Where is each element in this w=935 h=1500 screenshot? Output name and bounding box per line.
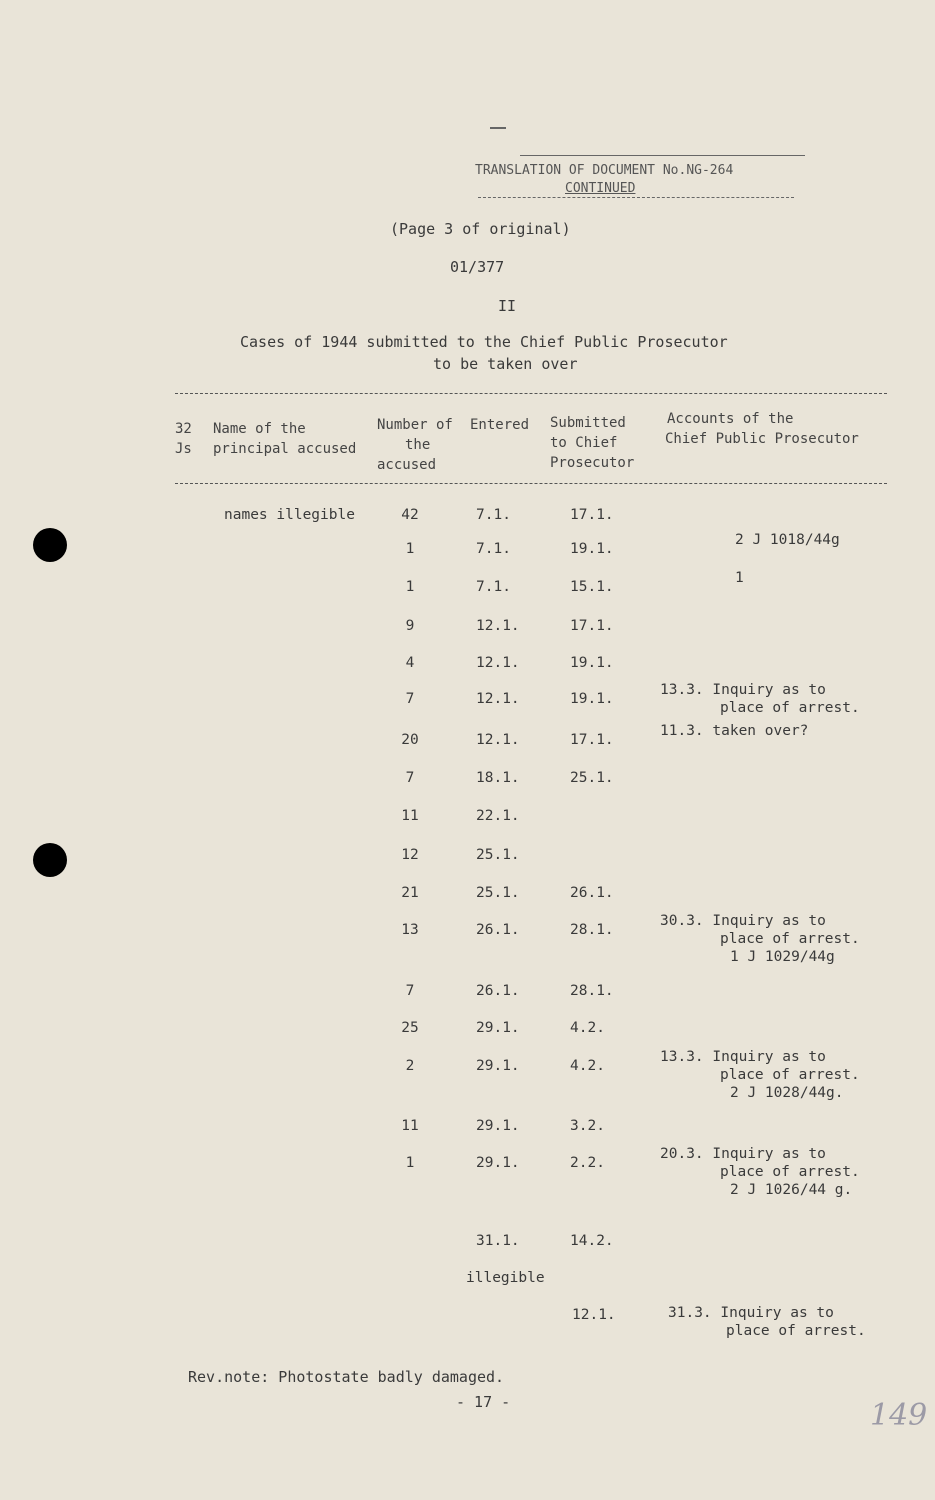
row-accounts-line: place of arrest. bbox=[720, 1067, 860, 1083]
row-number-accused: 12 bbox=[401, 847, 419, 863]
page-reference: (Page 3 of original) bbox=[390, 220, 571, 238]
title-line-2: to be taken over bbox=[433, 355, 578, 373]
header-bottom-rule bbox=[175, 483, 887, 484]
row-accounts-line: 11.3. taken over? bbox=[660, 723, 809, 739]
row-entered: 7.1. bbox=[476, 507, 511, 523]
header-top-line bbox=[520, 155, 805, 156]
document-reference: 01/377 bbox=[450, 258, 505, 276]
row-accounts-line: 30.3. Inquiry as to bbox=[660, 913, 826, 929]
row-accounts bbox=[660, 1048, 860, 1102]
row-submitted: 2.2. bbox=[570, 1155, 605, 1171]
col-header-number: Number of the accused bbox=[377, 417, 453, 473]
row-submitted: 19.1. bbox=[570, 541, 614, 557]
page-number: - 17 - bbox=[456, 1393, 511, 1411]
title-line-1: Cases of 1944 submitted to the Chief Public Prosecutor bbox=[240, 333, 728, 351]
row-submitted: 17.1. bbox=[570, 507, 614, 523]
row-number-accused: 11 bbox=[401, 808, 419, 824]
row-entered: 29.1. bbox=[476, 1155, 520, 1171]
row-accounts bbox=[660, 722, 808, 740]
row-submitted: 28.1. bbox=[570, 983, 614, 999]
row-number-accused: 25 bbox=[401, 1020, 419, 1036]
row-number-accused: 42 bbox=[401, 507, 419, 523]
row-number-accused: 4 bbox=[405, 655, 415, 671]
row-number-accused: 13 bbox=[401, 922, 419, 938]
col-header-submitted: Submitted to Chief Prosecutor bbox=[550, 415, 635, 471]
illegible-row: illegible bbox=[466, 1270, 545, 1286]
row-accounts-line: place of arrest. bbox=[720, 931, 860, 947]
row-submitted: 15.1. bbox=[570, 579, 614, 595]
row-entered: 29.1. bbox=[476, 1058, 520, 1074]
row-submitted: 17.1. bbox=[570, 732, 614, 748]
row-accounts bbox=[660, 681, 860, 717]
row-accounts-line: 1 J 1029/44g bbox=[730, 949, 835, 965]
row-number-accused: 20 bbox=[401, 732, 419, 748]
row-name: names illegible bbox=[224, 507, 355, 523]
row-accounts-line: 13.3. Inquiry as to bbox=[660, 682, 826, 698]
row-number-accused: 2 bbox=[405, 1058, 415, 1074]
section-number: II bbox=[498, 297, 517, 315]
row-submitted: 19.1. bbox=[570, 691, 614, 707]
row-submitted: 25.1. bbox=[570, 770, 614, 786]
row-entered: 22.1. bbox=[476, 808, 520, 824]
row-accounts bbox=[660, 912, 860, 966]
continued-label: CONTINUED bbox=[565, 181, 636, 196]
row-entered: 12.1. bbox=[476, 691, 520, 707]
row-submitted: 19.1. bbox=[570, 655, 614, 671]
row-entered: 29.1. bbox=[476, 1118, 520, 1134]
row-number-accused: 1 bbox=[405, 1155, 415, 1171]
row-accounts-line: 1 bbox=[735, 570, 744, 586]
header-underline bbox=[478, 197, 794, 198]
col-header-name: Name of the principal accused bbox=[213, 421, 357, 457]
row-number-accused: 9 bbox=[405, 618, 415, 634]
row-number-accused: 7 bbox=[405, 983, 415, 999]
punch-hole-bottom bbox=[33, 843, 67, 877]
row-accounts bbox=[660, 1145, 860, 1199]
row-submitted: 3.2. bbox=[570, 1118, 605, 1134]
row-accounts bbox=[735, 569, 805, 587]
row-entered: 26.1. bbox=[476, 983, 520, 999]
row-accounts bbox=[735, 531, 840, 549]
table-top-rule bbox=[175, 393, 887, 394]
last-row-submitted: 12.1. bbox=[572, 1307, 616, 1323]
row-accounts-line: 2 J 1028/44g. bbox=[730, 1085, 844, 1101]
row-entered: 12.1. bbox=[476, 618, 520, 634]
row-entered: 7.1. bbox=[476, 579, 511, 595]
row-number-accused: 21 bbox=[401, 885, 419, 901]
row-entered: 25.1. bbox=[476, 847, 520, 863]
row-number-accused: 1 bbox=[405, 579, 415, 595]
row-accounts-line: place of arrest. bbox=[720, 1164, 860, 1180]
row-entered: 25.1. bbox=[476, 885, 520, 901]
row-submitted: 26.1. bbox=[570, 885, 614, 901]
row-entered: 26.1. bbox=[476, 922, 520, 938]
footer-note: Rev.note: Photostate badly damaged. bbox=[188, 1368, 505, 1386]
row-accounts-line: 20.3. Inquiry as to bbox=[660, 1146, 826, 1162]
col-header-entered: Entered bbox=[470, 417, 530, 433]
row-number-accused: 7 bbox=[405, 770, 415, 786]
row-entered: 29.1. bbox=[476, 1020, 520, 1036]
row-submitted: 17.1. bbox=[570, 618, 614, 634]
row-entered: 12.1. bbox=[476, 732, 520, 748]
row-submitted: 28.1. bbox=[570, 922, 614, 938]
row-submitted: 14.2. bbox=[570, 1233, 614, 1249]
row-submitted: 4.2. bbox=[570, 1058, 605, 1074]
row-entered: 18.1. bbox=[476, 770, 520, 786]
top-mark bbox=[490, 127, 506, 129]
col-header-js: 32 Js bbox=[175, 421, 192, 457]
row-entered: 31.1. bbox=[476, 1233, 520, 1249]
punch-hole-top bbox=[33, 528, 67, 562]
row-entered: 12.1. bbox=[476, 655, 520, 671]
handwritten-page-stamp: 149 bbox=[870, 1398, 928, 1433]
row-number-accused: 11 bbox=[401, 1118, 419, 1134]
row-accounts-line: 13.3. Inquiry as to bbox=[660, 1049, 826, 1065]
row-accounts-line: place of arrest. bbox=[720, 700, 860, 716]
last-row-accounts: 31.3. Inquiry as to place of arrest. bbox=[668, 1305, 866, 1339]
row-submitted: 4.2. bbox=[570, 1020, 605, 1036]
translation-line: TRANSLATION OF DOCUMENT No.NG-264 bbox=[475, 163, 734, 178]
row-number-accused: 7 bbox=[405, 691, 415, 707]
col-header-accounts: Accounts of the Chief Public Prosecutor bbox=[665, 411, 859, 447]
row-number-accused: 1 bbox=[405, 541, 415, 557]
row-entered: 7.1. bbox=[476, 541, 511, 557]
row-accounts-line: 2 J 1026/44 g. bbox=[730, 1182, 853, 1198]
row-accounts-line: 2 J 1018/44g bbox=[735, 532, 840, 548]
